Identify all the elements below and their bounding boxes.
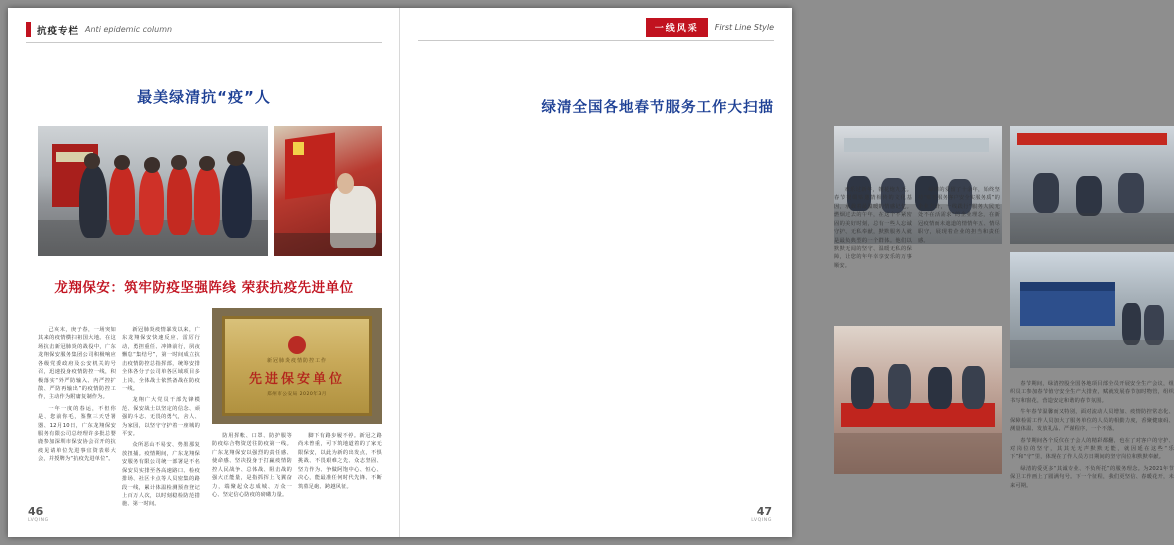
paragraph: 己亥末，庚子春，一场突如其来的疫情横扫祖国大地。在这场抗击新冠肺炎的战役中，广东龙翔保安服务集团公司积极响应各级党委政府及公安机关的号召，迅速投身疫情防控一线，积极落实“外严防输入、内严控扩散、严防再输出”的疫情防控工作，主动作为附庸复制作为。 xyxy=(38,327,116,401)
paragraph: 春节期间，绿清控股全国各地项目部全员开展安全生产会议，组织员工参加春节值守安全生产大排查，赋就发展春节加时物管，组织书写和窗花，营造安定和谐的春节氛围。 xyxy=(1010,381,1174,404)
left-head-label-en: Anti epidemic column xyxy=(85,25,173,34)
right-head-rule xyxy=(418,40,774,41)
police-emblem-icon xyxy=(288,336,306,354)
left-page xyxy=(8,8,400,537)
page-number-right-value: 47 xyxy=(756,505,772,518)
page-number-right xyxy=(751,505,772,523)
right-body-column-2 xyxy=(918,186,1000,314)
left-head-label-cn: 抗疫专栏 xyxy=(37,25,80,37)
paragraph: 龙翔广大党员干部先锋模范、保安战士以坚定的信念、顽强的斗志、无畏的勇气，舍人、为家园，以坚守守护着一座城的平安。 xyxy=(122,397,200,438)
red-bar-decoration xyxy=(26,22,31,37)
left-body-column-2 xyxy=(122,326,200,508)
left-headline-2: 龙翔保安：筑牢防疫坚强阵线 荣获抗疫先进单位 xyxy=(54,280,354,296)
award-plaque xyxy=(222,316,372,416)
left-running-head xyxy=(26,22,172,37)
photo-figures xyxy=(274,126,382,256)
paragraph: 绿清的爱留了十余年，始终坚持“贴签服务客户安全实服务质”的企业方针，一线践行“服务人民无处不在活需求”的企业理念，在新冠疫情而未遮道的情情年五、情尽职守，展现着企业的担当和责任感。 xyxy=(918,187,1000,244)
right-running-head xyxy=(646,18,774,37)
photo-award-plaque xyxy=(212,308,382,424)
paragraph: 防用挥帐、口罩、防护服等防疫综合物资送往防疫第一线。广东龙翔保安以强烈的责任感、使命感、坚决投身于打赢疫情防控人民战争、总体战、阻击战的强大正能量，是指抓挥上飞翼奋力，端聚起众志成城、万众一心、坚定信心防疫的磅礴力量。 xyxy=(212,433,292,498)
photo-figures xyxy=(834,326,1002,474)
left-headline-1: 最美绿清抗“疫”人 xyxy=(137,88,271,106)
paragraph: 绿清的爱更多“其诚专业、不负所托”的服务理念。为2021年节保卫工作画上了圆满句号。下一个征程，我们更坚信、春暖花开，未来可期。 xyxy=(1010,465,1174,489)
paragraph: 一年一度的春运，不但你是、您前你毛，鉴黧三天만署器、12月10日，广东龙翔保安服务有限公司总经理许多批总婴鹿参加深圳市保安协会召开的抗疫见请单位先进事宜资表彰大会，并授牌为“抗疫先进单位”。 xyxy=(38,405,116,463)
page-number-left-value: 46 xyxy=(28,505,44,518)
photo-figures xyxy=(1010,126,1174,244)
plaque-issuer: 郑州市公安局 2020年3月 xyxy=(267,391,327,397)
right-head-tag-en: First Line Style xyxy=(714,23,774,32)
photo-hall-activity xyxy=(834,326,1002,474)
right-page xyxy=(400,8,1174,537)
photo-figures xyxy=(1010,252,1174,368)
photo-flag-ceremony xyxy=(274,126,382,256)
photo-outdoor-tent-checkpoint xyxy=(1010,252,1174,368)
magazine-spread xyxy=(8,8,1174,537)
left-body-column-3 xyxy=(212,432,292,508)
photo-volunteer-group xyxy=(38,126,268,256)
paragraph: 脚下有路步履不停。新冠之路尚未曾重，可下筑地道着的了家无限保安，以此为新的出发点，不惧挑战、不畏艰难之先、众志坚固、坚力作为、争做阿饱中心、恒心、决心，能最准任何时代先锋、不断筑墓足砲、跨越风征。 xyxy=(298,433,382,490)
left-body-column-1 xyxy=(38,326,116,496)
page-number-left-sub: LVQING xyxy=(28,518,49,523)
paragraph: 春节期间各个反仪在子会人的精彩都翻，也在了对客户的守护、对岗位的坚守，其其无无声默默无能，就因延在这些“乐下”和“守”里，体现在了作人员方日期间的坚守岗位和默默奉献。 xyxy=(1010,437,1174,461)
left-body-column-4 xyxy=(298,432,382,508)
plaque-title: 先进保安单位 xyxy=(248,371,345,387)
paragraph: 牛年春节温馨而又特别，面对流动人员增加、疫情防控常态化、保障检需工作人员加大了服务单位的人员的相勤力度，香聚健康码、测量体温、发放礼品、严谨程序，一个不落。 xyxy=(1010,409,1174,433)
paragraph: 众所恶山不易安、势墨那复放扭捕。疫情期间，广东龙翔保安服务有限公司统一部署是不名保安员实排至各高速路口、检疫排场、社区卡点等人员密集的路段一线，累计体温检测预查登记上百万人次，以时刻稳检防范措施、第一时间。 xyxy=(122,442,200,508)
paragraph: 欢乐过新年，朝花炮九天。春节餐缀贴邀情相传的文化基因，承载着最温暖的情感记忆。燃烟过去的午年，在这个不紧密固的美好时刻，总有一些人忘诚守护、无私奉献，默默服务人就是最负典型的一个群体。他们以默默无闻的坚守、温暖无私的保障，让您的年年幸享安乐的万事顺安。 xyxy=(834,187,912,269)
photo-new-year-decoration xyxy=(1010,126,1174,244)
page-number-right-sub: LVQING xyxy=(751,518,772,523)
plaque-subtitle: 新冠肺炎疫情防控工作 xyxy=(266,357,327,364)
photo-figures xyxy=(38,126,268,256)
right-body-column-1 xyxy=(834,186,912,314)
paragraph: 新冠肺炎疫情暴发以来，广东龙翔保安快速反应、雷厉行动，勇担重任、冲锋前行，夙夜懈怠“集结号”，第一时间成立抗击疫情防控总指挥部，统筹安排全体各分子公司单各区域项目多上岗，全体战士依然备战在防疫一线。 xyxy=(122,327,200,392)
left-head-rule xyxy=(26,42,382,43)
right-headline: 绿清全国各地春节服务工作大扫描 xyxy=(541,100,774,116)
right-head-tag-cn: 一线风采 xyxy=(646,18,708,37)
page-number-left xyxy=(28,505,49,523)
right-body-column-3 xyxy=(1010,380,1174,496)
